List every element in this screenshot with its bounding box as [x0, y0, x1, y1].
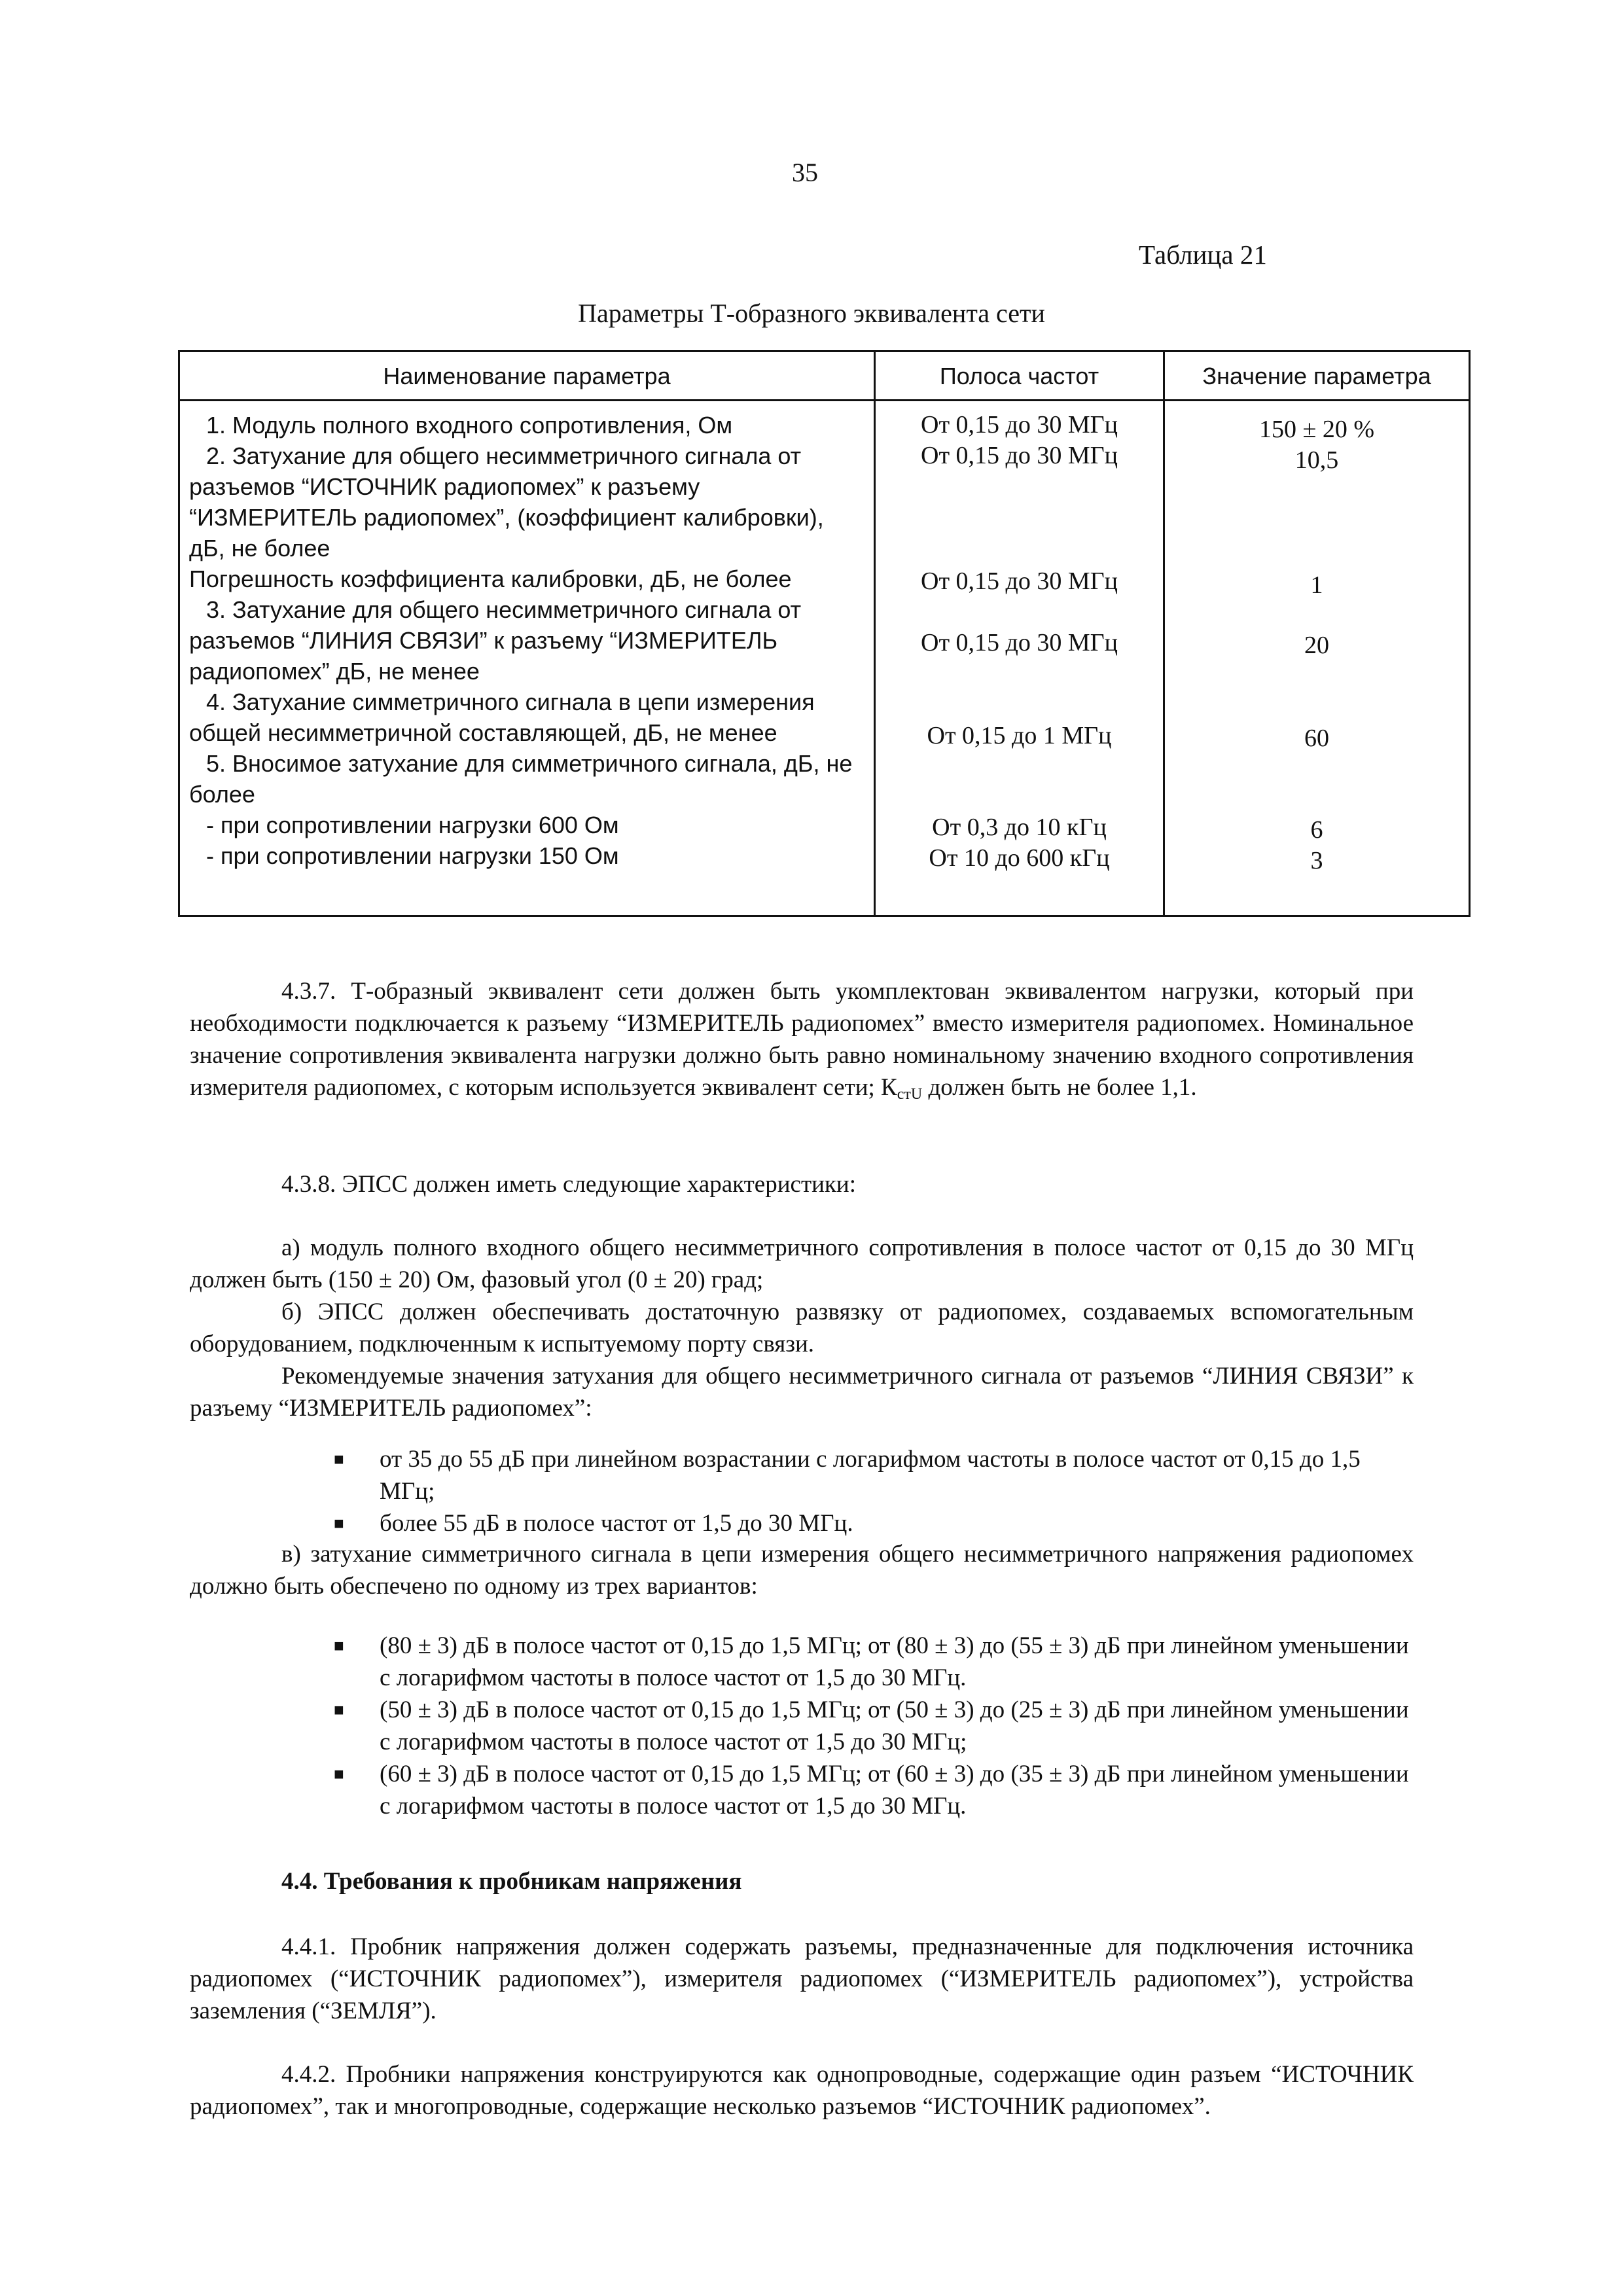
- table-line: радиопомех” дБ, не менее: [189, 658, 480, 685]
- parameter-value: 6: [1310, 816, 1323, 844]
- paragraph-4-3-8-intro: 4.3.8. ЭПСС должен иметь следующие характеристики:: [281, 1171, 856, 1198]
- list-item: [334, 1443, 1414, 1507]
- parameter-name-column: [179, 401, 875, 916]
- table-line: дБ, не более: [189, 535, 330, 562]
- bullet-square-icon: ■: [334, 1700, 344, 1719]
- item-b: б) ЭПСС должен обеспечивать достаточную развязку от радиопомех, создаваемых вспомогательным оборудованием, подключенным к испытуемому порту связи.: [190, 1299, 1414, 1357]
- band-value: От 10 до 600 кГц: [929, 844, 1110, 872]
- paragraph-4-3-7: [190, 975, 1414, 1111]
- list-item-text: от 35 до 55 дБ при линейном возрастании с логарифмом частоты в полосе частот от 0,15 до 1,5 МГц;: [380, 1446, 1361, 1505]
- table-line: “ИЗМЕРИТЕЛЬ радиопомех”, (коэффициент калибровки),: [189, 504, 824, 531]
- header-frequency-band: Полоса частот: [875, 351, 1164, 401]
- table-body-row: [179, 401, 1470, 916]
- table-line: 5. Вносимое затухание для симметричного сигнала, дБ, не: [206, 750, 853, 777]
- header-parameter-value: Значение параметра: [1164, 351, 1470, 401]
- paragraph-text-end: должен быть не более 1,1.: [922, 1074, 1197, 1101]
- table-line: 1. Модуль полного входного сопротивления, Ом: [206, 412, 733, 439]
- band-value: От 0,3 до 10 кГц: [932, 814, 1107, 841]
- paragraph-text: 4.3.7. Т-образный эквивалент сети должен быть укомплектован эквивалентом нагрузки, который при необходимости подключается к разъему “ИЗМЕРИТЕЛЬ радиопомех” вместо измерителя радиопомех. Номинальное значение сопротивления эквивалента нагрузки должно быть равно номинальному значению входного сопротивления измерителя радиопомех, с которым используется эквивалент сети; К: [190, 978, 1414, 1101]
- list-item: [334, 1630, 1414, 1694]
- subscript-st: ст: [897, 1086, 911, 1103]
- band-value: От 0,15 до 30 МГц: [921, 629, 1118, 656]
- list-item-text: (50 ± 3) дБ в полосе частот от 0,15 до 1,5 МГц; от (50 ± 3) до (25 ± 3) дБ при линейном уменьшении с логарифмом частоты в полосе частот от 1,5 до 30 МГц;: [380, 1696, 1409, 1755]
- table-line: - при сопротивлении нагрузки 600 Ом: [206, 812, 619, 838]
- table-title: Параметры Т-образного эквивалента сети: [578, 298, 1045, 328]
- parameters-table: [178, 350, 1471, 917]
- list-item-text: (80 ± 3) дБ в полосе частот от 0,15 до 1,5 МГц; от (80 ± 3) до (55 ± 3) дБ при линейном уменьшении с логарифмом частоты в полосе частот от 1,5 до 30 МГц.: [380, 1632, 1409, 1691]
- table-line: 3. Затухание для общего несимметричного сигнала от: [206, 596, 802, 623]
- bullet-square-icon: ■: [334, 1765, 344, 1784]
- bullet-list-c: [334, 1630, 1414, 1822]
- section-heading-4-4: 4.4. Требования к пробникам напряжения: [281, 1868, 742, 1895]
- parameter-value: 60: [1304, 725, 1329, 752]
- table-line: более: [189, 781, 255, 808]
- list-item-text: (60 ± 3) дБ в полосе частот от 0,15 до 1,5 МГц; от (60 ± 3) до (35 ± 3) дБ при линейном уменьшении с логарифмом частоты в полосе частот от 1,5 до 30 МГц.: [380, 1761, 1409, 1820]
- band-value: От 0,15 до 30 МГц: [921, 411, 1118, 439]
- parameter-value: 1: [1310, 571, 1323, 599]
- bullet-square-icon: ■: [334, 1636, 344, 1655]
- bullet-list-b: [334, 1443, 1414, 1539]
- parameter-value: 10,5: [1294, 446, 1339, 474]
- item-c: в) затухание симметричного сигнала в цепи измерения общего несимметричного напряжения радиопомех должно быть обеспечено по одному из трех вариантов:: [190, 1541, 1414, 1600]
- list-item: [334, 1694, 1414, 1758]
- paragraph-4-4-2: 4.4.2. Пробники напряжения конструируются как однопроводные, содержащие один разъем “ИСТОЧНИК радиопомех”, так и многопроводные, содержащие несколько разъемов “ИСТОЧНИК радиопомех”.: [190, 2061, 1414, 2120]
- parameter-value: 3: [1310, 847, 1323, 874]
- parameter-value-column: [1164, 401, 1470, 916]
- list-item-text: более 55 дБ в полосе частот от 1,5 до 30 МГц.: [380, 1510, 853, 1537]
- page-number: 35: [792, 158, 818, 187]
- bullet-square-icon: ■: [334, 1450, 344, 1469]
- bullet-square-icon: ■: [334, 1514, 344, 1533]
- list-item: [334, 1758, 1414, 1822]
- header-parameter-name: Наименование параметра: [179, 351, 875, 401]
- table-line: 4. Затухание симметричного сигнала в цепи измерения: [206, 689, 815, 715]
- parameter-value: 20: [1304, 632, 1329, 659]
- table-line: общей несимметричной составляющей, дБ, не менее: [189, 719, 777, 746]
- frequency-band-column: [875, 401, 1164, 916]
- item-a: а) модуль полного входного общего несимметричного сопротивления в полосе частот от 0,15 до 30 МГц должен быть (150 ± 20) Ом, фазовый угол (0 ± 20) град;: [190, 1234, 1414, 1293]
- paragraph-4-4-1: 4.4.1. Пробник напряжения должен содержать разъемы, предназначенные для подключения источника радиопомех (“ИСТОЧНИК радиопомех”), измерителя радиопомех (“ИЗМЕРИТЕЛЬ радиопомех”), устройства заземления (“ЗЕМЛЯ”).: [190, 1933, 1414, 2024]
- recommended-values: Рекомендуемые значения затухания для общего несимметричного сигнала от разъемов “ЛИНИЯ СВЯЗИ” к разъему “ИЗМЕРИТЕЛЬ радиопомех”:: [190, 1363, 1414, 1422]
- list-item: [334, 1507, 1414, 1539]
- table-line: Погрешность коэффициента калибровки, дБ, не более: [189, 565, 792, 592]
- band-value: От 0,15 до 30 МГц: [921, 567, 1118, 595]
- table-label: Таблица 21: [1139, 240, 1267, 270]
- table-line: разъемов “ЛИНИЯ СВЯЗИ” к разъему “ИЗМЕРИТЕЛЬ: [189, 627, 778, 654]
- table-line: разъемов “ИСТОЧНИК радиопомех” к разъему: [189, 473, 700, 500]
- table-line: - при сопротивлении нагрузки 150 Ом: [206, 842, 619, 869]
- table-line: 2. Затухание для общего несимметричного сигнала от: [206, 442, 802, 469]
- table-header-row: [179, 351, 1470, 401]
- band-value: От 0,15 до 1 МГц: [927, 722, 1112, 749]
- subscript-u: U: [910, 1086, 923, 1103]
- band-value: От 0,15 до 30 МГц: [921, 442, 1118, 469]
- parameter-value: 150 ± 20 %: [1258, 416, 1374, 443]
